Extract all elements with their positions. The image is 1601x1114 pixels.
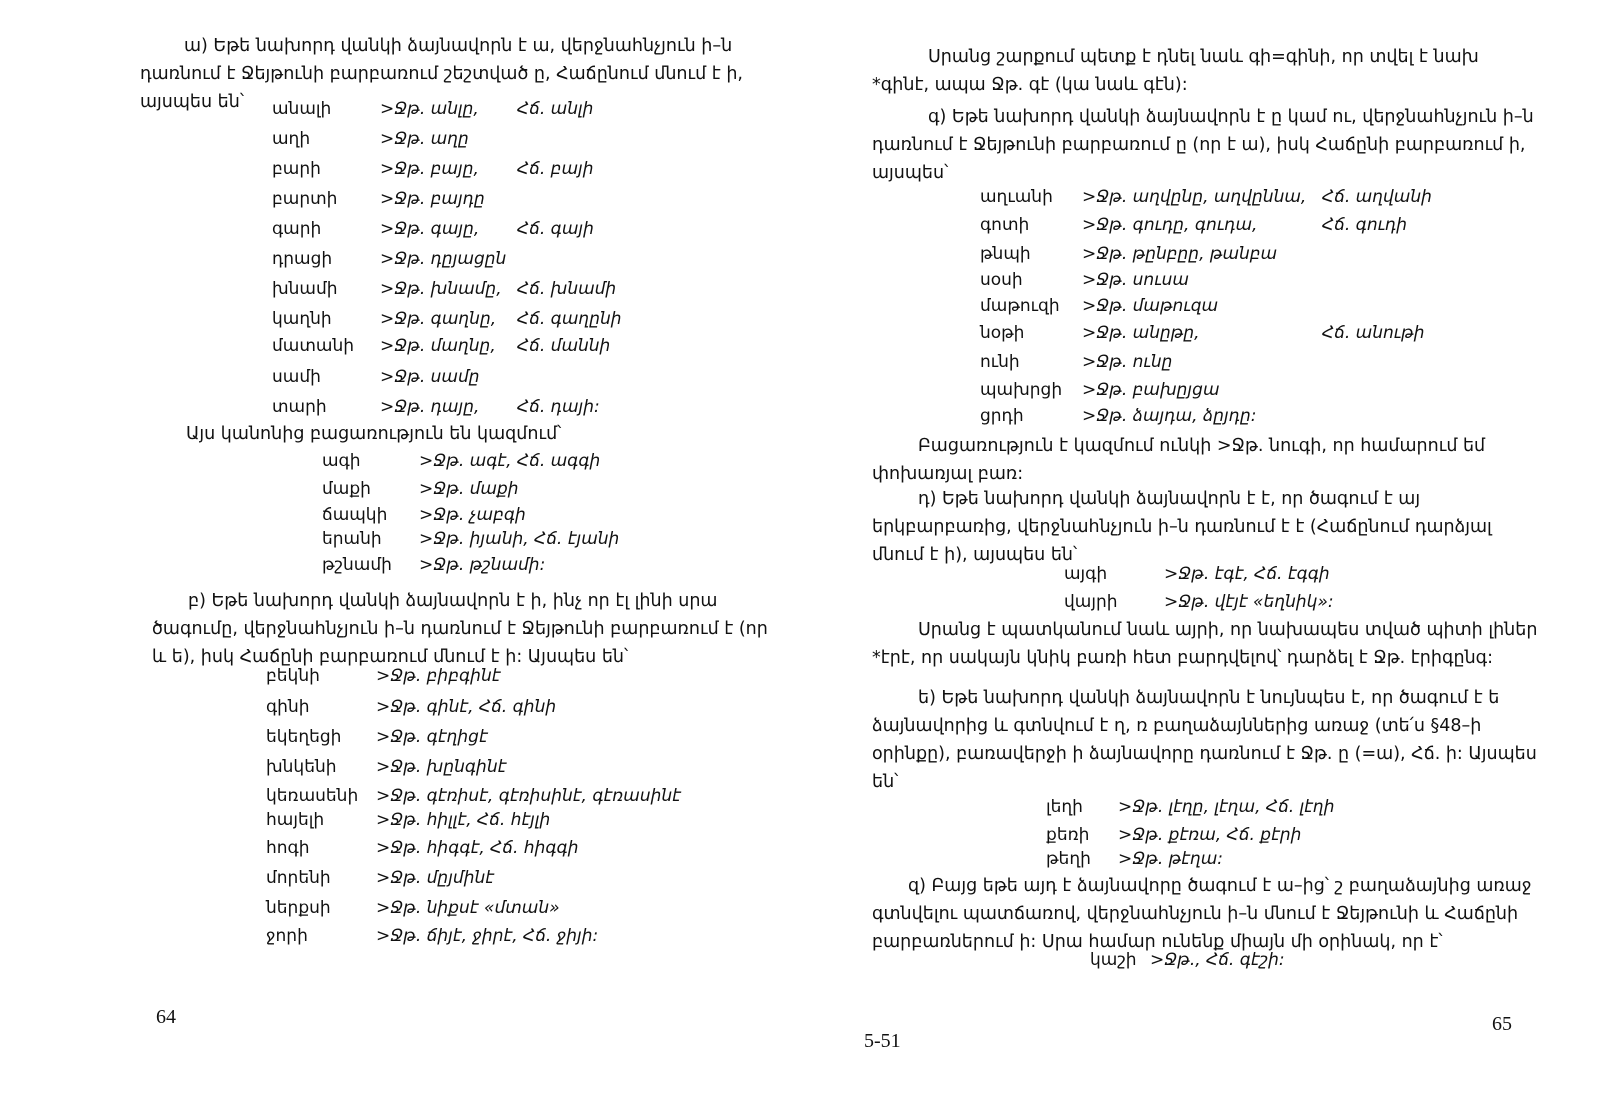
headword: կաշի: [1090, 950, 1137, 970]
headword: գարի: [272, 219, 322, 239]
zeytun-form: >Ջթ. աղը: [380, 129, 469, 149]
zeytun-form: >Ջթ. ունը: [1082, 352, 1173, 372]
hadjin-form: Հճ. մաննի: [517, 336, 611, 356]
headword: աղի: [272, 129, 311, 149]
left-page: [0, 0, 800, 1114]
headword: մորենի: [266, 868, 331, 888]
headword: կեռասենի: [266, 786, 359, 806]
hadjin-form: Հճ. խնամի: [517, 279, 617, 299]
dialect-forms: >Ջթ. հիգգէ, Հճ. հիգգի: [376, 838, 579, 858]
dialect-forms: >Ջթ. ագէ, Հճ. ագգի: [419, 451, 601, 471]
headword: սամի: [272, 367, 321, 387]
headword: թշնամի: [322, 555, 392, 575]
hadjin-form: Հճ. աղվանի: [1322, 187, 1432, 207]
headword: կաղնի: [272, 309, 332, 329]
headword: բարի: [272, 159, 321, 179]
headword: վայրի: [1064, 592, 1118, 612]
dialect-forms: >Ջթ. թէղա:: [1118, 849, 1224, 869]
headword: աղւանի: [980, 187, 1053, 207]
zeytun-form: >Ջթ. աղվընը, աղվըննա,: [1082, 187, 1307, 207]
paragraph-d2: Սրանց է պատկանում նաև այրի, որ նախապես տված պիտի լիներ *էրէ, որ սակայն կնիկ բառի հետ բարդվելով՝ դարձել է Ջթ. էրիգընգ:: [872, 620, 1538, 668]
headword: դրացի: [272, 249, 333, 269]
hadjin-form: Հճ. անութի: [1322, 323, 1425, 343]
headword: ջորի: [266, 926, 308, 946]
dialect-forms: >Ջթ. թշնամի:: [419, 555, 546, 575]
headword: տարի: [272, 397, 327, 417]
paragraph-exception: Բացառություն է կազմում ունկի >Ջթ. նուգի, որ համարում եմ փոխառյալ բառ:: [872, 436, 1486, 484]
dialect-forms: >Ջթ. իյանի, Հճ. էյանի: [419, 529, 620, 549]
headword: նօթի: [980, 323, 1025, 343]
headword: սօսի: [980, 270, 1023, 290]
headword: քեռի: [1046, 825, 1090, 845]
dialect-forms: >Ջթ. չաբգի: [419, 505, 526, 525]
zeytun-form: >Ջթ. գայը,: [380, 219, 480, 239]
dialect-forms: >Ջթ. գինէ, Հճ. գինի: [376, 697, 557, 717]
paragraph-e: ե) Եթե նախորդ վանկի ձայնավորն է նույնպես է, որ ծագում է ե ձայնավորից և գտնվում է ղ, ռ բաղաձայններից առաջ (տե՛ս §48–ի օրինքը), բառավերջի ի ձայնավորը դառնում է Ջթ. ը (=ա), Հճ. ի: Այսպես են՝: [872, 688, 1537, 792]
hadjin-form: Հճ. անլի: [517, 99, 594, 119]
zeytun-form: >Ջթ. սամը: [380, 367, 480, 387]
dialect-forms: >Ջթ. խընգինէ: [376, 757, 507, 777]
headword: խնամի: [272, 279, 338, 299]
headword: լեղի: [1046, 797, 1083, 817]
headword: մաքի: [322, 479, 371, 499]
zeytun-form: >Ջթ. դըյացըն: [380, 249, 507, 269]
zeytun-form: >Ջթ. սուսա: [1082, 270, 1189, 290]
dialect-forms: >Ջթ. գէռիսէ, գէռիսինէ, գէռասինէ: [376, 786, 681, 806]
zeytun-form: >Ջթ. բայը,: [380, 159, 479, 179]
dialect-forms: >Ջթ. նիքսէ «մտան»: [376, 898, 560, 918]
hadjin-form: Հճ. գաղընի: [517, 309, 622, 329]
headword: մատանի: [272, 336, 354, 356]
headword: ագի: [322, 451, 361, 471]
zeytun-form: >Ջթ. խնամը,: [380, 279, 502, 299]
zeytun-form: >Ջթ. անլը,: [380, 99, 479, 119]
headword: խնկենի: [266, 757, 337, 777]
dialect-forms: >Ջթ. մըյմինէ: [376, 868, 495, 888]
signature-mark: 5-51: [864, 1030, 901, 1052]
headword: այգի: [1064, 564, 1108, 584]
headword: ճապկի: [322, 505, 388, 525]
headword: հոգի: [266, 838, 310, 858]
headword: երանի: [322, 529, 382, 549]
dialect-forms: >Ջթ. քէռա, Հճ. քէրի: [1118, 825, 1302, 845]
headword: գոտի: [980, 215, 1030, 235]
zeytun-form: >Ջթ. գաղնը,: [380, 309, 497, 329]
headword: թնպի: [980, 244, 1031, 264]
page-number: 64: [156, 1006, 176, 1028]
zeytun-form: >Ջթ. բախըյցա: [1082, 380, 1220, 400]
paragraph-z: զ) Բայց եթե այդ է ձայնավորը ծագում է ա–ից՝ շ բաղաձայնից առաջ գտնվելու պատճառով, վերջնահնչյուն ի–ն մնում է Ջեյթունի և Հաճընի բարբառներում ի: Սրա համար ունենք միայն մի օրինակ, որ է՝: [872, 876, 1532, 952]
dialect-forms: >Ջթ. լէղը, լէղա, Հճ. լէղի: [1118, 797, 1335, 817]
headword: եկեղեցի: [266, 727, 342, 747]
zeytun-form: >Ջթ. գուդը, գուդա,: [1082, 215, 1258, 235]
paragraph-top: Սրանց շարքում պետք է դնել նաև գի=գինի, որ տվել է նախ *գինէ, ապա Ջթ. գէ (կա նաև գէն):: [872, 47, 1479, 95]
headword: ունի: [980, 352, 1020, 372]
hadjin-form: Հճ. գուդի: [1322, 215, 1408, 235]
dialect-forms: >Ջթ. վէյէ «եղնիկ»:: [1164, 592, 1334, 612]
right-page: [800, 0, 1601, 1114]
dialect-forms: >Ջթ. բիբգինէ: [376, 666, 501, 686]
hadjin-form: Հճ. բայի: [517, 159, 594, 179]
headword: թեղի: [1046, 849, 1091, 869]
headword: հայելի: [266, 810, 325, 830]
headword: բարտի: [272, 189, 338, 209]
exception-intro: Այս կանոնից բացառություն են կազմում՝: [186, 424, 562, 444]
zeytun-form: >Ջթ. ձայդա, ձըյդը:: [1082, 406, 1257, 426]
paragraph-a: ա) Եթե նախորդ վանկի ձայնավորն է ա, վերջնահնչյուն ի–ն դառնում է Ջեյթունի բարբառում շեշտված ը, Հաճընում մնում է ի, այսպես են՝: [140, 36, 743, 112]
dialect-forms: >Ջթ. հիլլէ, Հճ. հէյլի: [376, 810, 551, 830]
zeytun-form: >Ջթ. մաթուզա: [1082, 296, 1219, 316]
dialect-forms: >Ջթ. մաքի: [419, 479, 519, 499]
headword: գինի: [266, 697, 310, 717]
hadjin-form: Հճ. դայի:: [517, 397, 600, 417]
headword: մաթուզի: [980, 296, 1060, 316]
headword: ներքսի: [266, 898, 331, 918]
zeytun-form: >Ջթ. բայդը: [380, 189, 485, 209]
paragraph-b: բ) Եթե նախորդ վանկի ձայնավորն է ի, ինչ որ էլ լինի սրա ծագումը, վերջնահնչյուն ի–ն դառնում է Ջեյթունի բարբառում է (որ և ե), իսկ Հաճընի բարբառում մնում է ի: Այսպես են՝: [152, 591, 768, 667]
dialect-forms: >Ջթ., Հճ. գէշի:: [1150, 950, 1285, 970]
zeytun-form: >Ջթ. մաղնը,: [380, 336, 496, 356]
paragraph-g: գ) Եթե նախորդ վանկի ձայնավորն է ը կամ ու, վերջնահնչյուն ի–ն դառնում է Ջեյթունի բարբառում ը (որ է ա), իսկ Հաճընի բարբառում ի, այսպես՝: [872, 107, 1534, 183]
headword: ցրդի: [980, 406, 1024, 426]
zeytun-form: >Ջթ. թընբըը, թանբա: [1082, 244, 1278, 264]
dialect-forms: >Ջթ. գէղիցէ: [376, 727, 488, 747]
headword: անալի: [272, 99, 332, 119]
paragraph-d: դ) Եթե նախորդ վանկի ձայնավորն է է, որ ծագում է այ երկբարբառից, վերջնահնչյուն ի–ն դառնում է է (Հաճընում դարձյալ մնում է ի), այսպես են՝: [872, 489, 1492, 565]
zeytun-form: >Ջթ. անըթը,: [1082, 323, 1200, 343]
dialect-forms: >Ջթ. ճիյէ, ջիրէ, Հճ. ջիյի:: [376, 926, 599, 946]
headword: պախրցի: [980, 380, 1063, 400]
headword: բեկնի: [266, 666, 320, 686]
dialect-forms: >Ջթ. էգէ, Հճ. էգգի: [1164, 564, 1330, 584]
hadjin-form: Հճ. գայի: [517, 219, 594, 239]
page-number: 65: [1492, 1013, 1512, 1035]
zeytun-form: >Ջթ. դայը,: [380, 397, 480, 417]
